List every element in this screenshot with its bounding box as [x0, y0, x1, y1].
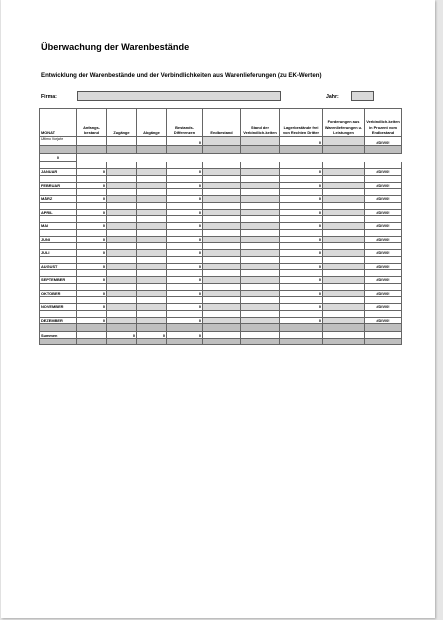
spacer-cell: [137, 229, 167, 236]
vorjahr-prozent: #DIV/0!: [365, 137, 402, 146]
spacer-row: [40, 310, 402, 317]
spacer-cell: [107, 297, 137, 304]
summen-diff: 0: [167, 332, 203, 339]
spacer-cell: [40, 256, 77, 263]
spacer-cell: [280, 189, 323, 196]
month-name: FEBRUAR: [40, 182, 77, 189]
differenz-cell: 0: [167, 290, 203, 297]
spacer-cell: [40, 283, 77, 290]
spacer-cell: [77, 243, 107, 250]
differenz-cell: 0: [167, 304, 203, 311]
spacer-row: [40, 216, 402, 223]
spacer-cell: [137, 216, 167, 223]
spacer-cell: [107, 189, 137, 196]
spacer-cell: [280, 175, 323, 182]
footer-cell: [241, 339, 280, 345]
separator-cell: [241, 146, 280, 154]
spacer-row: [40, 283, 402, 290]
vorjahr-forderungen[interactable]: [323, 137, 365, 146]
separator-cell: [137, 324, 167, 332]
spacer-cell: [365, 310, 402, 317]
lagerbestand-cell: 0: [280, 169, 323, 176]
spacer-cell: [323, 162, 365, 169]
spacer-cell: [203, 216, 241, 223]
anfangsbestand-cell: 0: [77, 223, 107, 230]
lagerbestand-cell: 0: [280, 304, 323, 311]
spacer-cell: [323, 270, 365, 277]
differenz-cell: 0: [167, 236, 203, 243]
spacer-cell: [365, 297, 402, 304]
spacer-cell: [241, 243, 280, 250]
separator-cell: [77, 324, 107, 332]
differenz-cell: 0: [167, 209, 203, 216]
separator-cell: [280, 324, 323, 332]
spacer-cell: [203, 175, 241, 182]
footer-row: [40, 339, 402, 345]
summen-endbestand: [203, 332, 241, 339]
spacer-row: [40, 243, 402, 250]
spacer-cell: [365, 175, 402, 182]
separator-cell: [137, 146, 167, 154]
spacer-cell: [167, 202, 203, 209]
spacer-row: [40, 229, 402, 236]
spacer-cell: [167, 162, 203, 169]
spacer-row: [40, 162, 402, 169]
spacer-cell: [365, 189, 402, 196]
spacer-cell: [323, 175, 365, 182]
spacer-cell: [137, 243, 167, 250]
spacer-cell: [241, 175, 280, 182]
spacer-cell: [203, 229, 241, 236]
anfangsbestand-cell: 0: [77, 182, 107, 189]
vorjahr-verbindlichkeiten[interactable]: [241, 137, 280, 146]
spacer-cell: [137, 297, 167, 304]
differenz-cell: 0: [167, 250, 203, 257]
spacer-cell: [40, 297, 77, 304]
spacer-cell: [280, 256, 323, 263]
lagerbestand-cell: 0: [280, 250, 323, 257]
summen-anfang: [77, 332, 107, 339]
spacer-cell: [107, 270, 137, 277]
spacer-cell: [137, 270, 167, 277]
spacer-cell: [40, 270, 77, 277]
footer-cell: [323, 339, 365, 345]
spacer-cell: [365, 216, 402, 223]
spacer-cell: [77, 310, 107, 317]
prozent-cell: #DIV/0!: [365, 223, 402, 230]
spacer-cell: [167, 243, 203, 250]
spacer-cell: [107, 162, 137, 169]
spacer-cell: [323, 202, 365, 209]
spacer-cell: [167, 256, 203, 263]
vorjahr-zugaenge: [107, 137, 137, 146]
jahr-input[interactable]: [351, 91, 374, 101]
spacer-cell: [77, 297, 107, 304]
anfangsbestand-cell: 0: [77, 317, 107, 324]
spacer-row: [40, 256, 402, 263]
separator-cell: [40, 324, 77, 332]
vorjahr-diff: 0: [167, 137, 203, 146]
month-name: NOVEMBER: [40, 304, 77, 311]
lagerbestand-cell: 0: [280, 277, 323, 284]
summen-prozent: [365, 332, 402, 339]
spacer-cell: [323, 310, 365, 317]
spacer-cell: [241, 202, 280, 209]
inventory-table: [39, 108, 402, 345]
header-prozent: Verbindlich-keiten in Prozent vom Endbestand: [365, 109, 402, 137]
summen-label: Summen: [40, 332, 77, 339]
spacer-cell: [137, 202, 167, 209]
spacer-cell: [323, 189, 365, 196]
separator-cell: [107, 324, 137, 332]
firma-input[interactable]: [77, 91, 281, 101]
start-empty: [77, 154, 402, 162]
spacer-cell: [40, 310, 77, 317]
spacer-cell: [203, 162, 241, 169]
spacer-row: [40, 270, 402, 277]
footer-cell: [107, 339, 137, 345]
spacer-cell: [203, 256, 241, 263]
spacer-cell: [203, 283, 241, 290]
differenz-cell: 0: [167, 317, 203, 324]
month-name: SEPTEMBER: [40, 277, 77, 284]
differenz-cell: 0: [167, 169, 203, 176]
spacer-cell: [241, 216, 280, 223]
spacer-cell: [167, 297, 203, 304]
header-anfangsbestand: Anfangs-bestand: [77, 109, 107, 137]
summen-forderungen: [323, 332, 365, 339]
summen-zugaenge: 0: [107, 332, 137, 339]
firma-label: Firma:: [41, 94, 57, 100]
month-name: JULI: [40, 250, 77, 257]
spacer-cell: [77, 175, 107, 182]
prozent-cell: #DIV/0!: [365, 250, 402, 257]
spacer-cell: [280, 229, 323, 236]
start-row: [40, 154, 402, 162]
separator-cell: [40, 146, 77, 154]
lagerbestand-cell: 0: [280, 223, 323, 230]
month-name: APRIL: [40, 209, 77, 216]
month-name: JANUAR: [40, 169, 77, 176]
spacer-cell: [203, 189, 241, 196]
prozent-cell: #DIV/0!: [365, 182, 402, 189]
separator-cell: [323, 324, 365, 332]
spacer-cell: [280, 243, 323, 250]
separator-cell: [203, 324, 241, 332]
prozent-cell: #DIV/0!: [365, 169, 402, 176]
month-name: DEZEMBER: [40, 317, 77, 324]
spacer-cell: [323, 256, 365, 263]
start-value: 0: [40, 154, 77, 162]
spacer-cell: [137, 283, 167, 290]
header-verbindlichkeiten: Stand der Verbindlich-keiten: [241, 109, 280, 137]
spacer-cell: [40, 175, 77, 182]
lagerbestand-cell: 0: [280, 290, 323, 297]
spacer-cell: [241, 229, 280, 236]
spacer-cell: [203, 270, 241, 277]
header-endbestand: Endbestand: [203, 109, 241, 137]
spacer-cell: [40, 229, 77, 236]
header-forderungen: Forderungen aus Warenlieferungen u. Leistungen: [323, 109, 365, 137]
spacer-cell: [280, 216, 323, 223]
prozent-cell: #DIV/0!: [365, 290, 402, 297]
month-name: AUGUST: [40, 263, 77, 270]
vorjahr-abgaenge: [137, 137, 167, 146]
spacer-cell: [241, 256, 280, 263]
spacer-cell: [241, 297, 280, 304]
spacer-cell: [323, 297, 365, 304]
spacer-cell: [365, 243, 402, 250]
spacer-cell: [323, 216, 365, 223]
spacer-cell: [280, 297, 323, 304]
spacer-cell: [280, 202, 323, 209]
separator-row: [40, 146, 402, 154]
spacer-cell: [167, 310, 203, 317]
differenz-cell: 0: [167, 277, 203, 284]
spacer-cell: [323, 229, 365, 236]
separator-cell: [203, 146, 241, 154]
differenz-cell: 0: [167, 263, 203, 270]
separator-cell: [241, 324, 280, 332]
prozent-cell: #DIV/0!: [365, 263, 402, 270]
footer-cell: [167, 339, 203, 345]
vorjahr-lager: 0: [280, 137, 323, 146]
month-name: MAI: [40, 223, 77, 230]
spacer-cell: [365, 283, 402, 290]
spacer-cell: [203, 297, 241, 304]
lagerbestand-cell: 0: [280, 317, 323, 324]
anfangsbestand-cell: 0: [77, 290, 107, 297]
spacer-cell: [137, 310, 167, 317]
separator-cell: [107, 146, 137, 154]
spacer-cell: [280, 270, 323, 277]
spacer-cell: [365, 256, 402, 263]
spacer-cell: [203, 202, 241, 209]
spacer-cell: [137, 256, 167, 263]
summen-row: [40, 332, 402, 339]
summen-lager: [280, 332, 323, 339]
prozent-cell: #DIV/0!: [365, 196, 402, 203]
vorjahr-row: [40, 137, 402, 146]
spacer-cell: [40, 162, 77, 169]
differenz-cell: 0: [167, 182, 203, 189]
prozent-cell: #DIV/0!: [365, 317, 402, 324]
header-monat: MONAT: [40, 109, 77, 137]
spacer-cell: [167, 189, 203, 196]
spacer-cell: [107, 243, 137, 250]
spacer-cell: [77, 202, 107, 209]
header-row: [40, 109, 402, 137]
anfangsbestand-cell: 0: [77, 277, 107, 284]
spacer-cell: [241, 162, 280, 169]
month-name: MÄRZ: [40, 196, 77, 203]
lagerbestand-cell: 0: [280, 263, 323, 270]
separator-cell: [77, 146, 107, 154]
anfangsbestand-cell: 0: [77, 169, 107, 176]
footer-cell: [203, 339, 241, 345]
separator-cell: [167, 146, 203, 154]
spacer-cell: [241, 270, 280, 277]
lagerbestand-cell: 0: [280, 182, 323, 189]
spacer-cell: [107, 216, 137, 223]
spacer-row: [40, 189, 402, 196]
spacer-cell: [241, 310, 280, 317]
spacer-cell: [203, 310, 241, 317]
differenz-cell: 0: [167, 196, 203, 203]
spacer-cell: [365, 202, 402, 209]
summen-abgaenge: 0: [137, 332, 167, 339]
separator-cell: [323, 146, 365, 154]
spacer-cell: [40, 243, 77, 250]
header-zugaenge: Zugänge: [107, 109, 137, 137]
anfangsbestand-cell: 0: [77, 209, 107, 216]
spacer-row: [40, 202, 402, 209]
spacer-row: [40, 297, 402, 304]
spacer-cell: [107, 283, 137, 290]
anfangsbestand-cell: 0: [77, 263, 107, 270]
summen-verbindlichkeiten: [241, 332, 280, 339]
spacer-cell: [107, 175, 137, 182]
spacer-cell: [77, 189, 107, 196]
header-abgaenge: Abgänge: [137, 109, 167, 137]
spacer-cell: [77, 162, 107, 169]
spacer-cell: [167, 270, 203, 277]
spacer-cell: [241, 283, 280, 290]
prozent-cell: #DIV/0!: [365, 304, 402, 311]
footer-cell: [77, 339, 107, 345]
page-title: Überwachung der Warenbestände: [41, 42, 190, 52]
vorjahr-label: Ultimo Vorjahr: [40, 137, 77, 146]
spacer-cell: [365, 162, 402, 169]
spacer-cell: [365, 270, 402, 277]
vorjahr-anfang: [77, 137, 107, 146]
separator-cell: [167, 324, 203, 332]
spacer-cell: [280, 283, 323, 290]
prozent-cell: #DIV/0!: [365, 209, 402, 216]
spacer-cell: [241, 189, 280, 196]
page-subtitle: Entwicklung der Warenbestände und der Verbindlichkeiten aus Warenlieferungen (zu EK-Werten): [41, 72, 322, 79]
separator-cell: [280, 146, 323, 154]
spacer-cell: [40, 189, 77, 196]
spacer-cell: [77, 216, 107, 223]
lagerbestand-cell: 0: [280, 209, 323, 216]
separator-row: [40, 324, 402, 332]
spacer-cell: [77, 283, 107, 290]
spacer-cell: [107, 229, 137, 236]
spacer-cell: [203, 243, 241, 250]
spacer-cell: [280, 310, 323, 317]
month-name: JUNI: [40, 236, 77, 243]
separator-cell: [365, 324, 402, 332]
month-name: OKTOBER: [40, 290, 77, 297]
anfangsbestand-cell: 0: [77, 196, 107, 203]
spacer-cell: [40, 216, 77, 223]
document-page: [1, 0, 435, 618]
spacer-cell: [323, 243, 365, 250]
spacer-cell: [107, 256, 137, 263]
jahr-label: Jahr:: [326, 94, 339, 100]
spacer-cell: [107, 202, 137, 209]
footer-cell: [365, 339, 402, 345]
spacer-cell: [365, 229, 402, 236]
spacer-cell: [107, 310, 137, 317]
footer-cell: [40, 339, 77, 345]
spacer-cell: [323, 283, 365, 290]
vorjahr-endbestand[interactable]: [203, 137, 241, 146]
spacer-cell: [77, 256, 107, 263]
spacer-cell: [280, 162, 323, 169]
header-bestandsdifferenzen: Bestands-Differenzen: [167, 109, 203, 137]
header-lagerbestaende: Lagerbestände frei von Rechten Dritter: [280, 109, 323, 137]
anfangsbestand-cell: 0: [77, 304, 107, 311]
lagerbestand-cell: 0: [280, 196, 323, 203]
spacer-row: [40, 175, 402, 182]
anfangsbestand-cell: 0: [77, 236, 107, 243]
spacer-cell: [137, 175, 167, 182]
spacer-cell: [167, 229, 203, 236]
spacer-cell: [167, 216, 203, 223]
separator-cell: [365, 146, 402, 154]
spacer-cell: [77, 270, 107, 277]
spacer-cell: [77, 229, 107, 236]
spacer-cell: [40, 202, 77, 209]
footer-cell: [137, 339, 167, 345]
footer-cell: [280, 339, 323, 345]
anfangsbestand-cell: 0: [77, 250, 107, 257]
prozent-cell: #DIV/0!: [365, 277, 402, 284]
differenz-cell: 0: [167, 223, 203, 230]
spacer-cell: [167, 175, 203, 182]
spacer-cell: [137, 162, 167, 169]
lagerbestand-cell: 0: [280, 236, 323, 243]
spacer-cell: [167, 283, 203, 290]
prozent-cell: #DIV/0!: [365, 236, 402, 243]
spacer-cell: [137, 189, 167, 196]
